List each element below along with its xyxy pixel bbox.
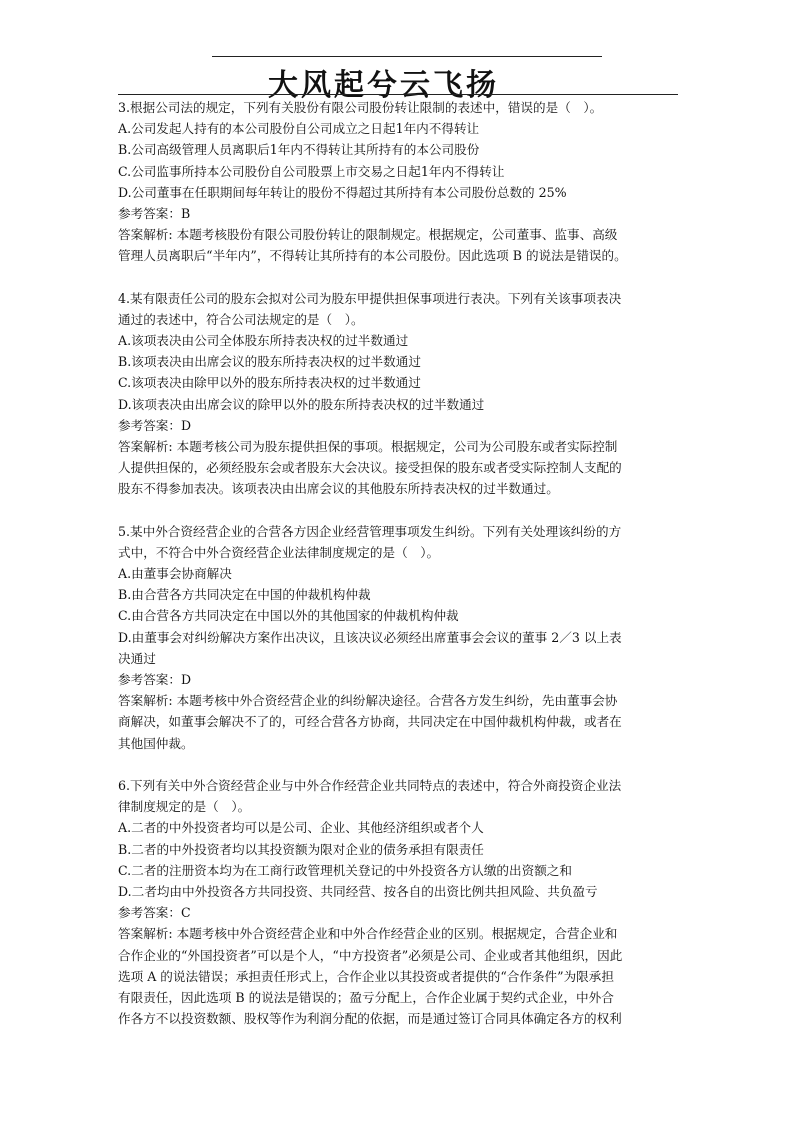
text-line: C.由合营各方共同决定在中国以外的其他国家的仲裁机构仲裁	[118, 608, 459, 624]
text-line: 参考答案：B	[118, 206, 191, 222]
header-rule-top	[212, 56, 602, 57]
text-line: A.公司发起人持有的本公司股份自公司成立之日起1年内不得转让	[118, 121, 480, 137]
text-line: 律制度规定的是（ ）。	[118, 799, 251, 815]
text-line: 4.某有限责任公司的股东会拟对公司为股东甲提供担保事项进行表决。下列有关该事项表决	[118, 290, 622, 306]
text-line: C.公司监事所持本公司股份自公司股票上市交易之日起1年内不得转让	[118, 163, 505, 179]
text-line: A.该项表决由公司全体股东所持表决权的过半数通过	[118, 333, 409, 349]
question-gap	[118, 267, 680, 288]
text-line: 管理人员离职后“半年内”，不得转让其所持有的本公司股份。因此选项 B 的说法是错误的。	[118, 248, 627, 264]
text-line: D.该项表决由出席会议的除甲以外的股东所持表决权的过半数通过	[118, 396, 485, 412]
text-line: 合作企业的“外国投资者”可以是个人，“中方投资者”必须是公司、企业或者其他组织，因此	[118, 947, 623, 963]
question-block	[118, 521, 680, 754]
text-line: A.由董事会协商解决	[118, 566, 232, 582]
text-line: 有限责任，因此选项 B 的说法是错误的；盈亏分配上，合作企业属于契约式企业，中外合	[118, 989, 614, 1005]
header-rule-bottom	[118, 94, 678, 95]
text-line: 作各方不以投资数额、股权等作为利润分配的依据，而是通过签订合同具体确定各方的权利	[118, 1011, 622, 1027]
text-line: B.二者的中外投资者均以其投资额为限对企业的债务承担有限责任	[118, 841, 484, 857]
text-line: A.二者的中外投资者均可以是公司、企业、其他经济组织或者个人	[118, 820, 484, 836]
text-line: 决通过	[118, 650, 156, 666]
text-line: 选项 A 的说法错误；承担责任形式上，合作企业以其投资或者提供的“合作条件”为限承担	[118, 968, 614, 984]
text-line: C.该项表决由除甲以外的股东所持表决权的过半数通过	[118, 375, 421, 391]
text-line: 股东不得参加表决。该项表决由出席会议的其他股东所持表决权的过半数通过。	[118, 481, 559, 497]
text-line: 6.下列有关中外合资经营企业与中外合作经营企业共同特点的表述中，符合外商投资企业法	[118, 777, 622, 793]
page-header	[118, 52, 678, 103]
question-block	[118, 97, 680, 267]
text-line: B.该项表决由出席会议的股东所持表决权的过半数通过	[118, 354, 421, 370]
text-line: 其他国仲裁。	[118, 735, 194, 751]
question-block	[118, 288, 680, 500]
text-line: D.公司董事在任职期间每年转让的股份不得超过其所持有本公司股份总数的 25%	[118, 184, 567, 200]
text-line: 答案解析: 本题考核公司为股东提供担保的事项。根据规定，公司为公司股东或者实际控制	[118, 439, 618, 455]
question-gap	[118, 754, 680, 775]
text-line: 通过的表述中，符合公司法规定的是（ ）。	[118, 311, 364, 327]
text-line: 参考答案：C	[118, 905, 191, 921]
text-line: 5.某中外合资经营企业的合营各方因企业经营管理事项发生纠纷。下列有关处理该纠纷的方	[118, 523, 622, 539]
text-line: 答案解析: 本题考核中外合资经营企业的纠纷解决途径。合营各方发生纠纷，先由董事会协	[118, 693, 618, 709]
question-block	[118, 775, 680, 1029]
header-title: 大风起兮云飞扬	[268, 68, 499, 103]
text-line: 3.根据公司法的规定，下列有关股份有限公司股份转让限制的表述中，错误的是（ ）。	[118, 100, 603, 115]
text-line: 参考答案：D	[118, 417, 192, 433]
text-line: B.公司高级管理人员离职后1年内不得转让其所持有的本公司股份	[118, 142, 480, 158]
text-line: 人提供担保的，必须经股东会或者股东大会决议。接受担保的股东或者受实际控制人支配的	[118, 460, 622, 476]
text-line: C.二者的注册资本均为在工商行政管理机关登记的中外投资各方认缴的出资额之和	[118, 862, 572, 878]
text-line: 商解决，如董事会解决不了的，可经合营各方协商，共同决定在中国仲裁机构仲裁，或者在	[118, 714, 622, 730]
question-gap	[118, 500, 680, 521]
text-line: 答案解析: 本题考核股份有限公司股份转让的限制规定。根据规定，公司董事、监事、高级	[118, 227, 618, 243]
text-line: D.二者均由中外投资各方共同投资、共同经营、按各自的出资比例共担风险、共负盈亏	[118, 883, 598, 899]
text-line: 式中，不符合中外合资经营企业法律制度规定的是（ ）。	[118, 544, 440, 560]
text-line: 答案解析: 本题考核中外合资经营企业和中外合作经营企业的区别。根据规定，合营企业和	[118, 926, 618, 942]
document-body	[118, 97, 680, 1029]
text-line: B.由合营各方共同决定在中国的仲裁机构仲裁	[118, 587, 371, 603]
text-line: 参考答案：D	[118, 672, 192, 688]
text-line: D.由董事会对纠纷解决方案作出决议，且该决议必须经出席董事会会议的董事 2／3 以上表	[118, 629, 622, 645]
